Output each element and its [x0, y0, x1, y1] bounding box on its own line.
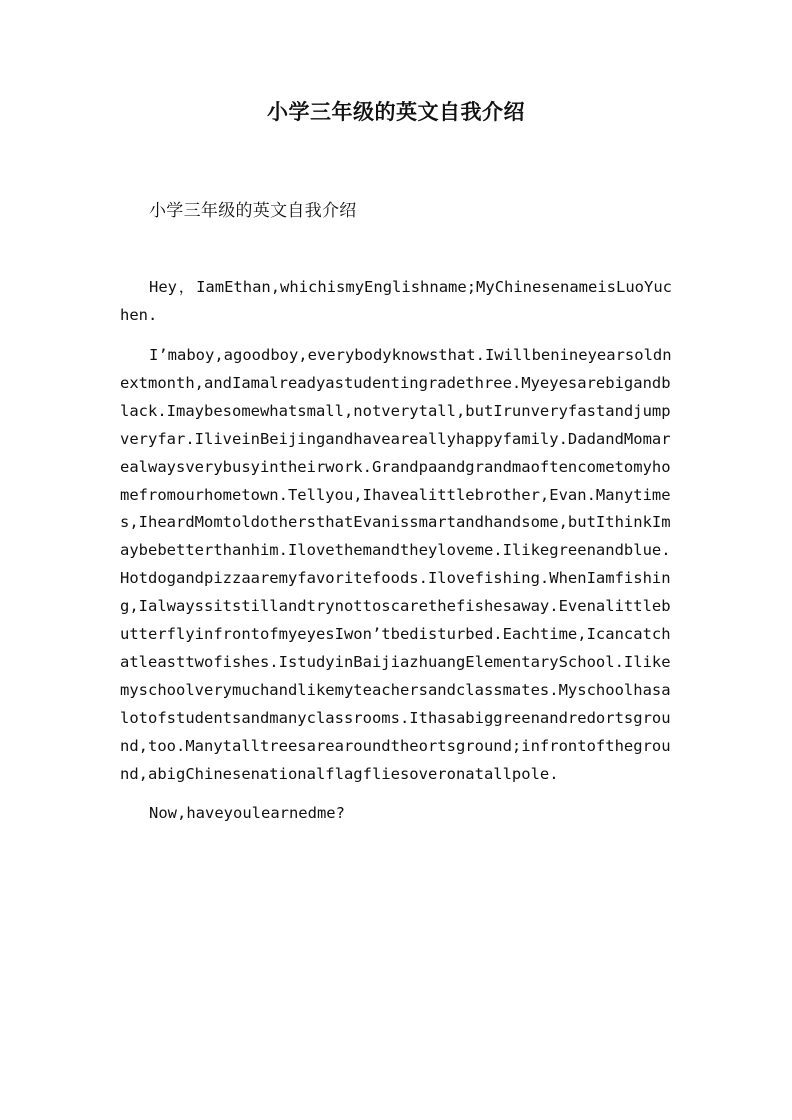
paragraph-intro: Hey，IamEthan,whichismyEnglishname;MyChinesenameisLuoYuchen.: [120, 278, 672, 324]
document-subtitle: 小学三年级的英文自我介绍: [149, 201, 357, 221]
paragraph-main: I’maboy,agoodboy,everybodyknowsthat.Iwillbenineyearsoldnextmonth,andIamalreadyastudentingradethree.Myeyesarebigandblack.Imaybesomewhatsmall,notverytall,butIrunveryfastandjumpveryfar.IliveinBeijingandhaveareallyhappyfamily.DadandMomarealwaysverybusyintheirwork.Grandpaandgrandmaoftencometomyhomefromourhometown.Tellyou,Ihavealittlebrother,Evan.Manytimes,IheardMomtoldothersthatEvanissmartandhandsome,butIthinkImaybebetterthanhim.Ilovethemandtheyloveme.Ilikegreenandblue.Hotdogandpizzaaremyfavoritefoods.Ilovefishing.WhenIamfishing,Ialwayssitstillandtrynottoscarethefishesaway.EvenalittlebutterflyinfrontofmyeyesIwon’tbedisturbed.Eachtime,Icancatchatleasttwofishes.IstudyinBaijiazhuangElementarySchool.Ilikemyschoolverymuchandlikemyteachersandclassmates.Myschoolhasalotofstudentsandmanyclassrooms.Ithasabiggreenandredortsground,too.Manytalltreesarearoundtheortsground;infrontofthеground,abigChinesenationalflagfliesoveronatallpole.: [120, 346, 672, 783]
paragraph-closing: Now,haveyoulearnedme?: [149, 804, 345, 822]
document-title: 小学三年级的英文自我介绍: [267, 99, 525, 124]
